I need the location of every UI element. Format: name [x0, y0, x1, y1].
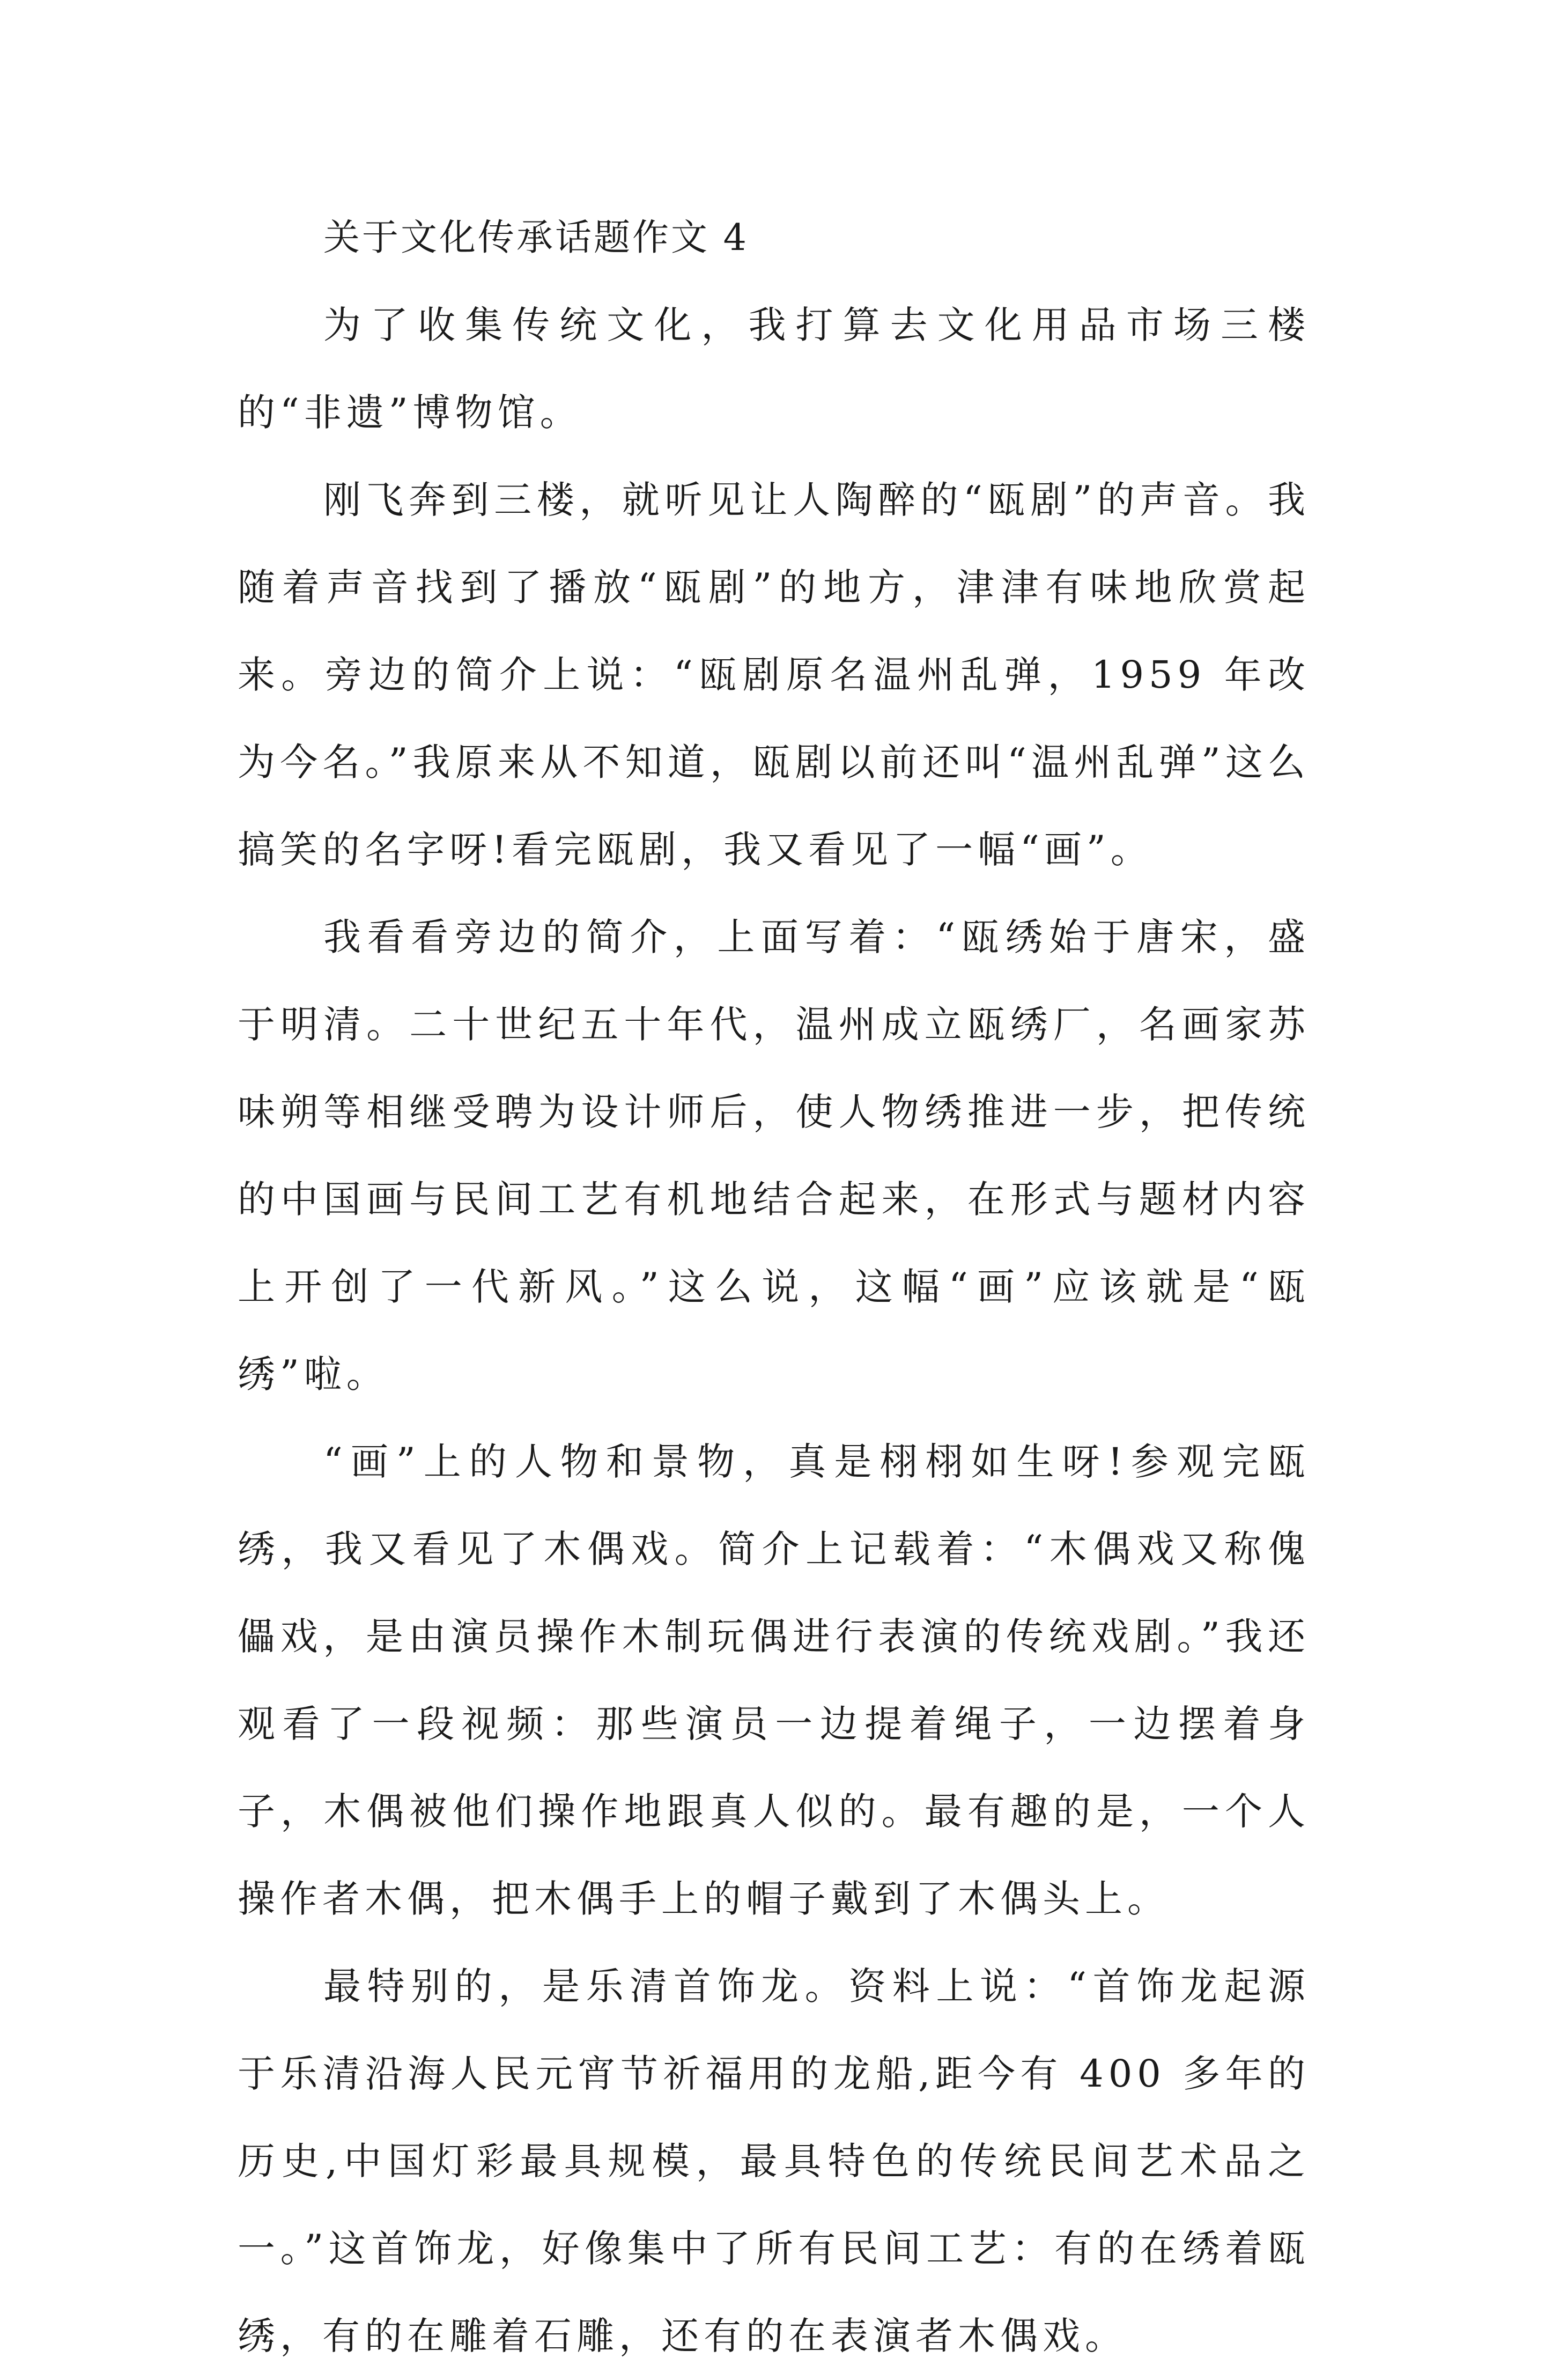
paragraph-2: 刚飞奔到三楼，就听见让人陶醉的“瓯剧”的声音。我随着声音找到了播放“瓯剧”的地方，津津有味地欣赏起来。旁边的简介上说：“瓯剧原名温州乱弹，1959 年改为今名。”我原来从不知道，瓯剧以前还叫“温州乱弹”这么搞笑的名字呀!看完瓯剧，我又看见了一幅“画”。 [238, 478, 1310, 872]
paragraph-4: “画”上的人物和景物，真是栩栩如生呀!参观完瓯绣，我又看见了木偶戏。简介上记载着：“木偶戏又称傀儡戏，是由演员操作木制玩偶进行表演的传统戏剧。”我还观看了一段视频：那些演员一边提着绳子，一边摆着身子，木偶被他们操作地跟真人似的。最有趣的是，一个人操作者木偶，把木偶手上的帽子戴到了木偶头上。 [238, 1440, 1310, 1921]
paragraph-3: 我看看旁边的简介，上面写着：“瓯绣始于唐宋，盛于明清。二十世纪五十年代，温州成立瓯绣厂，名画家苏味朔等相继受聘为设计师后，使人物绣推进一步，把传统的中国画与民间工艺有机地结合起来，在形式与题材内容上开创了一代新风。”这么说，这幅“画”应该就是“瓯绣”啦。 [238, 915, 1310, 1396]
document-body [238, 194, 1310, 2380]
essay-title: 关于文化传承话题作文 4 [323, 217, 749, 259]
paragraph-1: 为了收集传统文化，我打算去文化用品市场三楼的“非遗”博物馆。 [238, 303, 1310, 434]
paragraph-5: 最特别的，是乐清首饰龙。资料上说：“首饰龙起源于乐清沿海人民元宵节祈福用的龙船,距今有 400 多年的历史,中国灯彩最具规模，最具特色的传统民间艺术品之一。”这首饰龙，好像集中了所有民间工艺：有的在绣着瓯绣，有的在雕着石雕，还有的在表演者木偶戏。 [238, 1964, 1310, 2358]
